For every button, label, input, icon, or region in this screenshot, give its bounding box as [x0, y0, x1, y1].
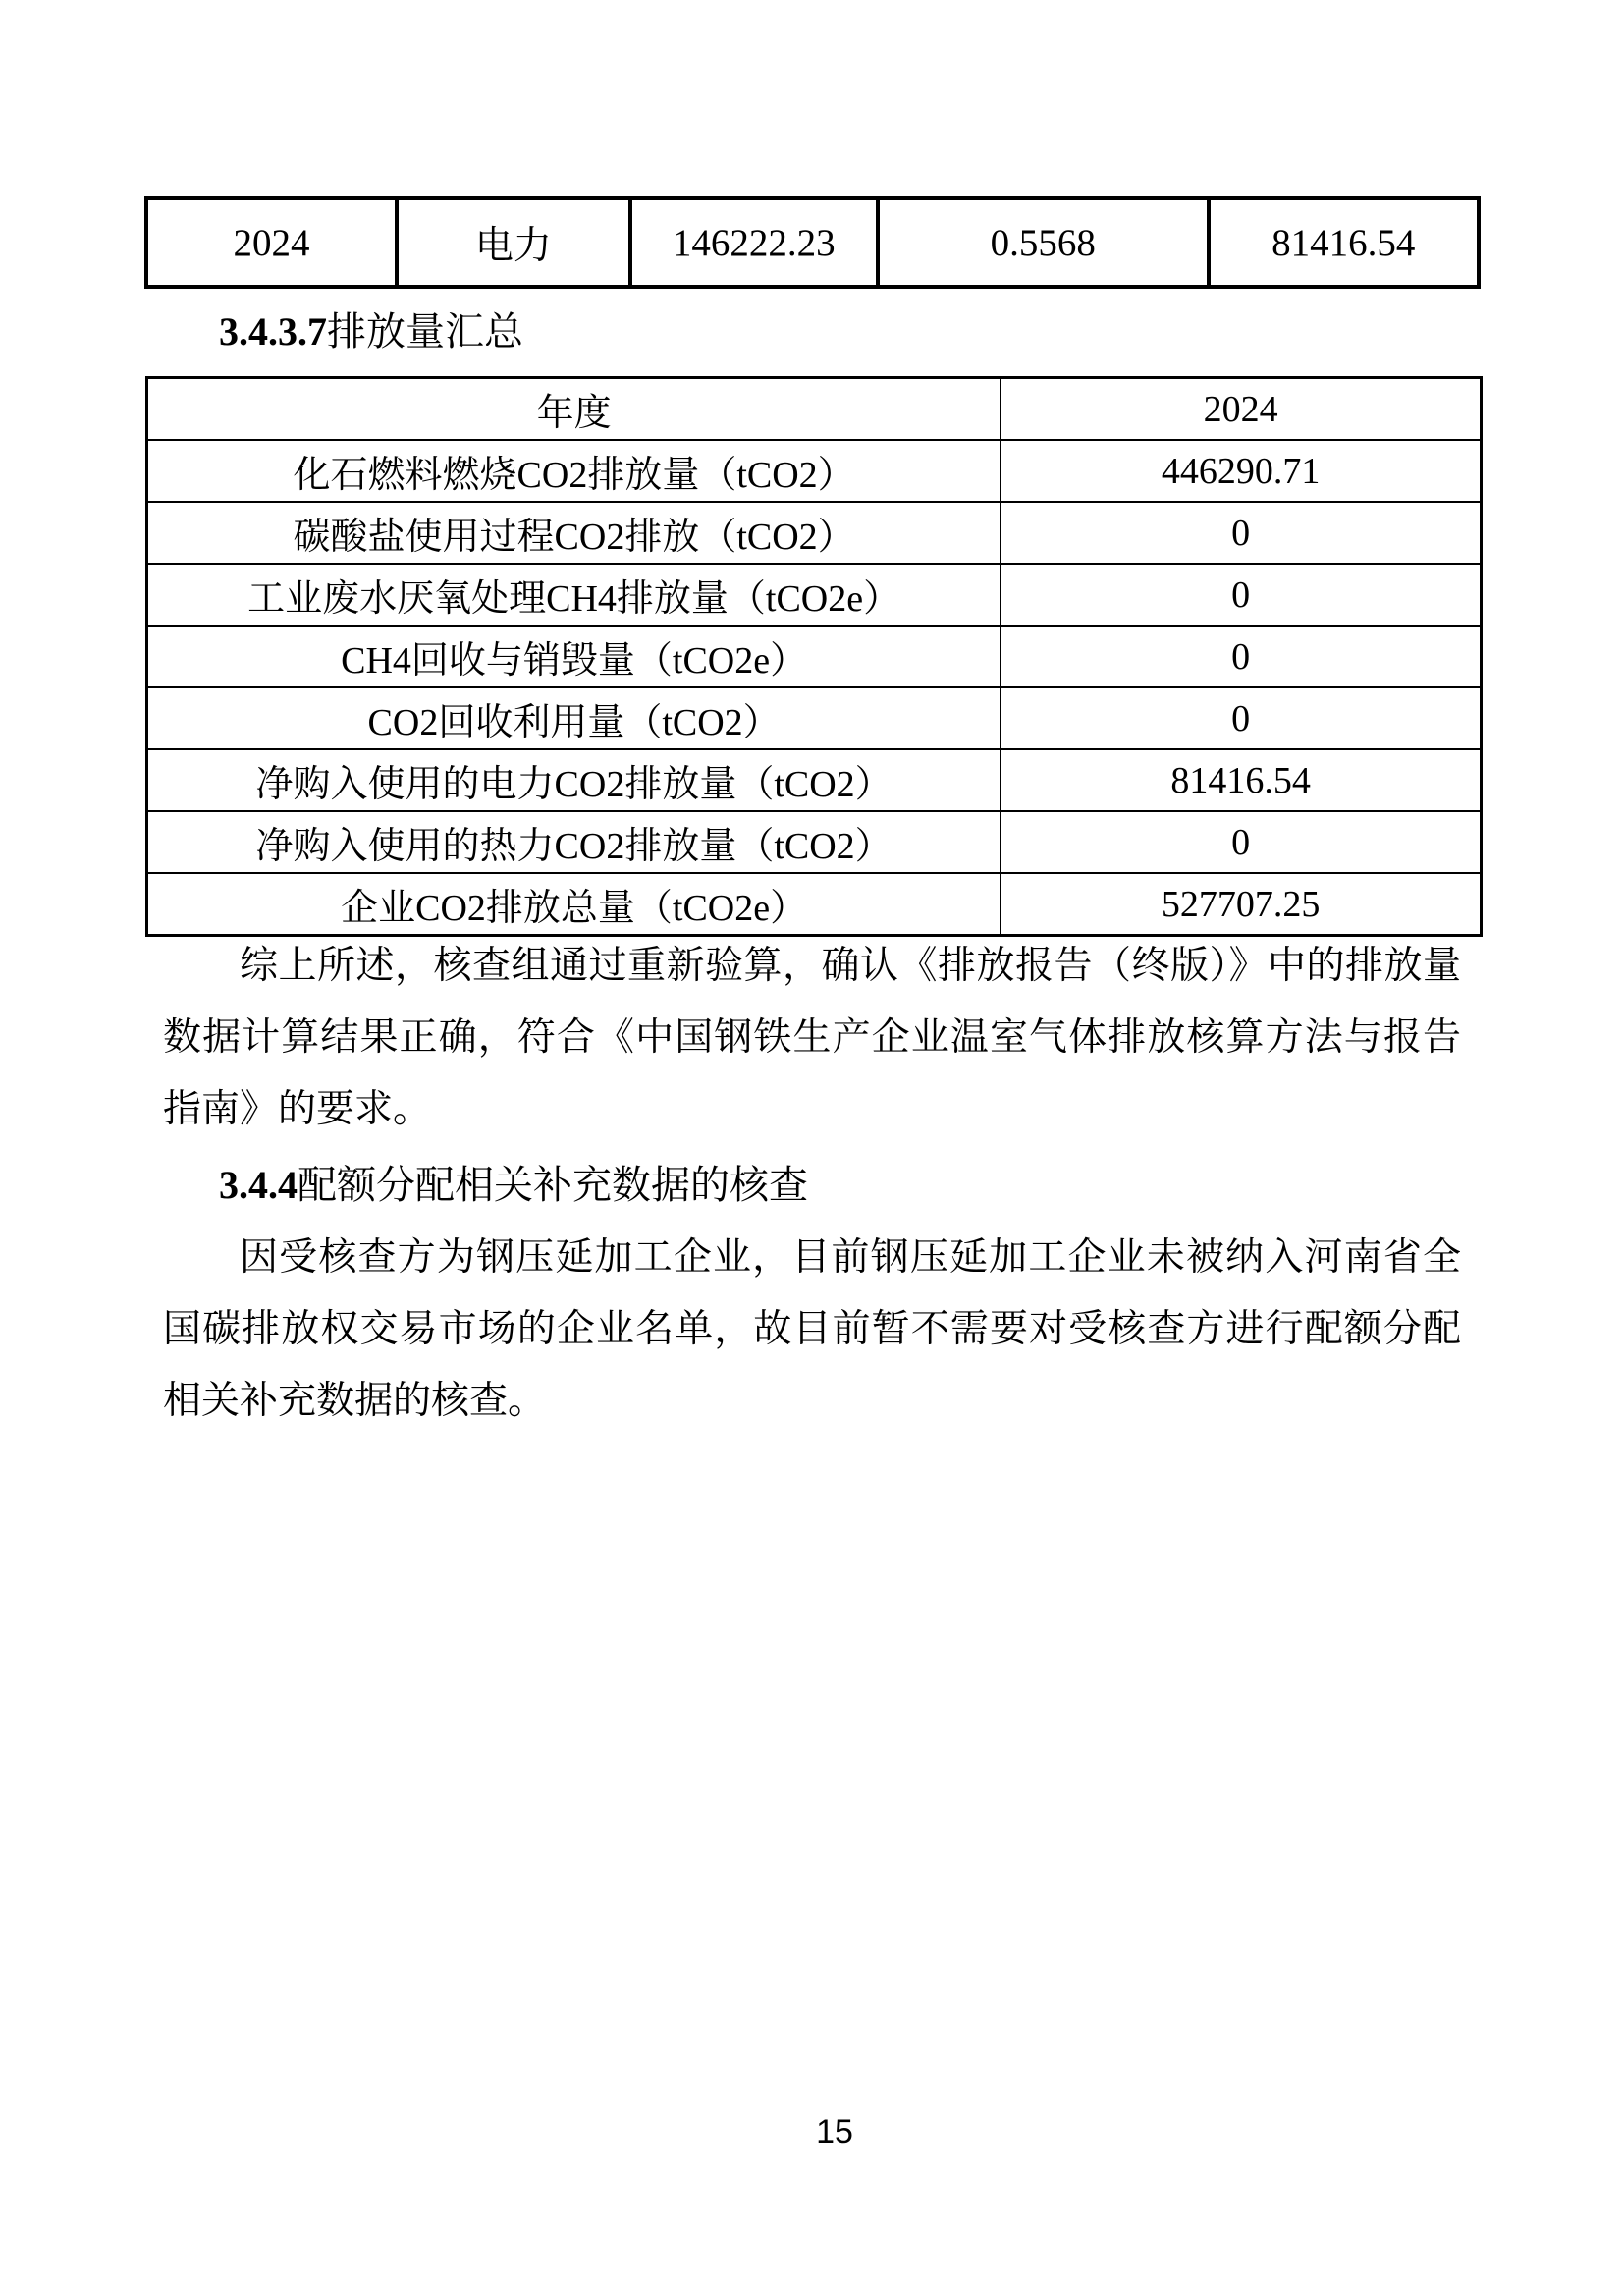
row-value: 0 [1001, 626, 1481, 687]
row-value: 0 [1001, 564, 1481, 626]
table-row [147, 687, 1482, 749]
table-row [147, 811, 1482, 873]
conclusion-paragraph: 综上所述，核查组通过重新验算，确认《排放报告（终版）》中的排放量数据计算结果正确，符合《中国钢铁生产企业温室气体排放核算方法与报告指南》的要求。 [163, 945, 1461, 1130]
section-heading-3437 [219, 310, 523, 354]
cell-emission-amount: 81416.54 [1209, 198, 1480, 287]
table-row [146, 198, 1479, 287]
section-heading-344 [219, 1164, 808, 1207]
emission-summary-table [145, 376, 1483, 937]
table-row [147, 502, 1482, 564]
row-value: 81416.54 [1001, 749, 1481, 811]
cell-energy-type: 电力 [397, 198, 629, 287]
row-value: 527707.25 [1001, 873, 1481, 936]
row-label: 碳酸盐使用过程CO2排放（tCO2） [147, 502, 1001, 564]
section-title: 配额分配相关补充数据的核查 [298, 1163, 808, 1207]
row-label: 净购入使用的电力CO2排放量（tCO2） [147, 749, 1001, 811]
allocation-paragraph: 因受核查方为钢压延加工企业，目前钢压延加工企业未被纳入河南省全国碳排放权交易市场的企业名单，故目前暂不需要对受核查方进行配额分配相关补充数据的核查。 [163, 1236, 1461, 1422]
row-label: CO2回收利用量（tCO2） [147, 687, 1001, 749]
table-row [147, 749, 1482, 811]
row-value: 446290.71 [1001, 440, 1481, 502]
row-value: 0 [1001, 687, 1481, 749]
row-label: 化石燃料燃烧CO2排放量（tCO2） [147, 440, 1001, 502]
table-row [147, 564, 1482, 626]
header-year-value: 2024 [1001, 378, 1481, 441]
page-number: 15 [816, 2113, 853, 2151]
cell-emission-factor: 0.5568 [878, 198, 1209, 287]
table-row [147, 626, 1482, 687]
row-value: 0 [1001, 502, 1481, 564]
table-header-row [147, 378, 1482, 441]
electricity-emission-table [144, 196, 1481, 289]
section-title: 排放量汇总 [327, 309, 523, 354]
cell-year: 2024 [146, 198, 397, 287]
table-row [147, 440, 1482, 502]
section-number: 3.4.3.7 [219, 309, 327, 354]
section-number: 3.4.4 [219, 1163, 298, 1207]
header-year-label: 年度 [147, 378, 1001, 441]
row-label: 企业CO2排放总量（tCO2e） [147, 873, 1001, 936]
row-label: 净购入使用的热力CO2排放量（tCO2） [147, 811, 1001, 873]
row-label: 工业废水厌氧处理CH4排放量（tCO2e） [147, 564, 1001, 626]
cell-activity-data: 146222.23 [630, 198, 878, 287]
row-value: 0 [1001, 811, 1481, 873]
row-label: CH4回收与销毁量（tCO2e） [147, 626, 1001, 687]
table-row [147, 873, 1482, 936]
